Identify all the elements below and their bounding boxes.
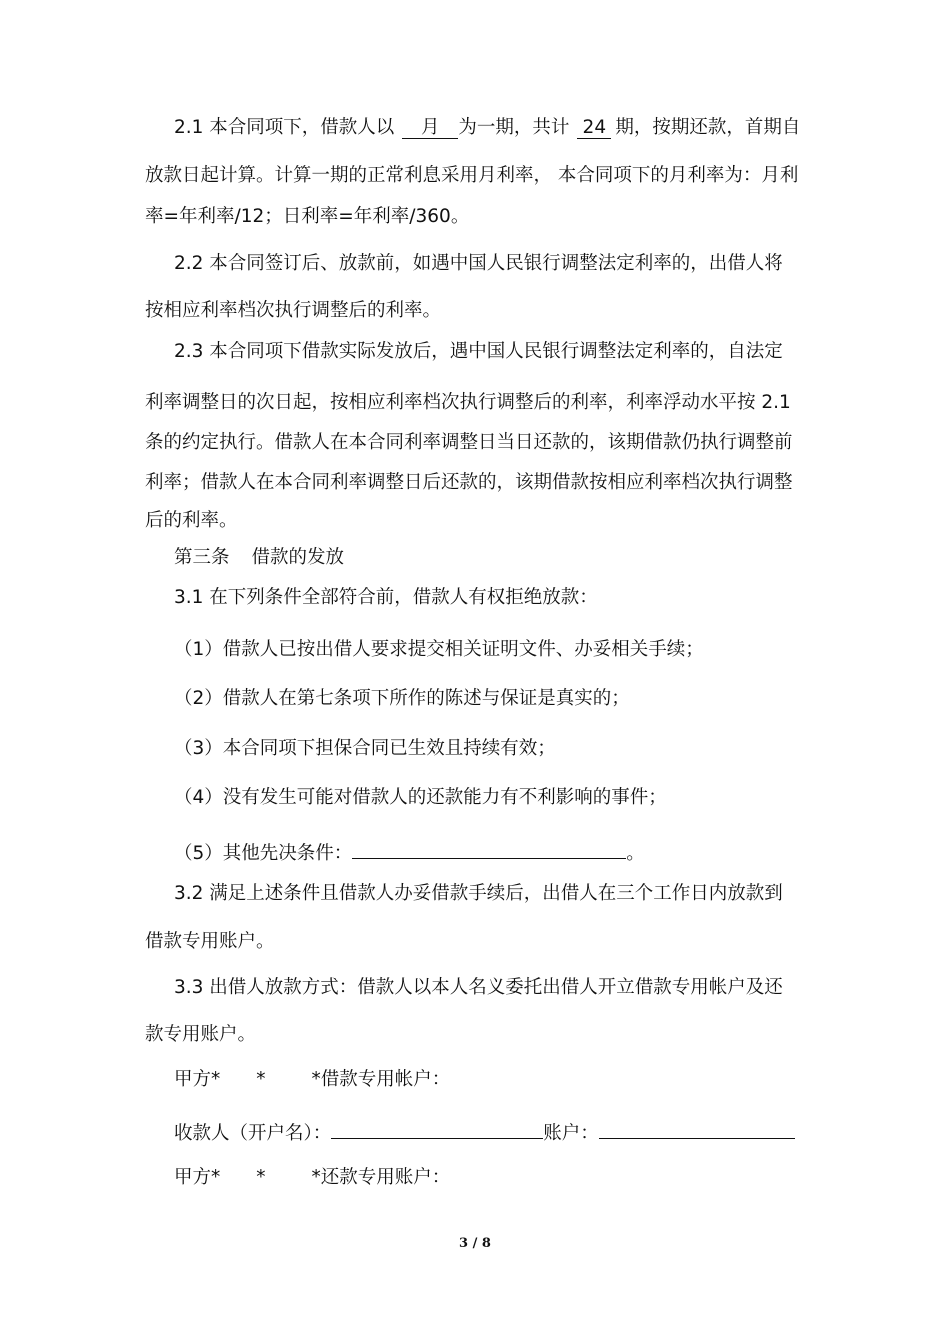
loan-account-party: 甲方* [174,1069,221,1090]
condition-5-end: 。 [626,843,645,864]
clause-2-3-line-3: 条的约定执行。借款人在本合同利率调整日当日还款的，该期借款仍执行调整前 [145,432,793,453]
loan-account-line [174,1068,450,1092]
clause-2-3-line-1: 2.3 本合同项下借款实际发放后，遇中国人民银行调整法定利率的，自法定 [174,341,783,362]
clause-2-2-line-1: 2.2 本合同签订后、放款前，如遇中国人民银行调整法定利率的，出借人将 [174,253,783,274]
account-label: 账户： [543,1123,599,1144]
article-3-heading [174,546,344,570]
clause-2-1-line-1 [174,116,800,140]
other-conditions-field [352,836,626,859]
repay-account-label: *还款专用账户： [311,1167,451,1188]
clause-2-3-line-4: 利率；借款人在本合同利率调整日后还款的，该期借款按相应利率档次执行调整 [145,472,793,493]
payee-name-field [331,1116,543,1139]
repay-account-star: * [256,1167,266,1188]
clause-2-1-text-c: 期，按期还款，首期自 [615,117,801,138]
page-number: 3 / 8 [459,1236,491,1251]
clause-2-1-line-2: 放款日起计算。计算一期的正常利息采用月利率， 本合同项下的月利率为：月利 [145,165,799,186]
repay-account-line [174,1166,450,1190]
clause-3-1: 3.1 在下列条件全部符合前，借款人有权拒绝放款： [174,587,598,608]
loan-account-label: *借款专用帐户： [311,1069,451,1090]
payee-label: 收款人（开户名）： [174,1123,332,1144]
clause-2-2-line-2: 按相应利率档次执行调整后的利率。 [145,300,442,321]
condition-5-label: （5）其他先决条件： [174,843,353,864]
clause-3-2-line-2: 借款专用账户。 [145,931,275,952]
period-unit-field: 月 [402,116,458,139]
clause-3-3-line-2: 款专用账户。 [145,1024,257,1045]
article-3-title: 借款的发放 [251,547,345,568]
period-count-field: 24 [577,116,611,139]
loan-account-star: * [256,1069,266,1090]
clause-2-1-text-a: 2.1 本合同项下，借款人以 [174,117,395,138]
condition-2: （2）借款人在第七条项下所作的陈述与保证是真实的； [174,688,630,709]
clause-2-1-line-3: 率=年利率/12；日利率=年利率/360。 [145,206,470,227]
condition-5 [174,836,645,866]
condition-1: （1）借款人已按出借人要求提交相关证明文件、办妥相关手续； [174,639,704,660]
clause-3-3-line-1: 3.3 出借人放款方式：借款人以本人名义委托出借人开立借款专用帐户及还 [174,977,783,998]
repay-account-party: 甲方* [174,1167,221,1188]
clause-2-3-line-2: 利率调整日的次日起，按相应利率档次执行调整后的利率，利率浮动水平按 2.1 [145,392,791,413]
clause-2-3-line-5: 后的利率。 [145,510,238,531]
clause-3-2-line-1: 3.2 满足上述条件且借款人办妥借款手续后，出借人在三个工作日内放款到 [174,883,783,904]
condition-3: （3）本合同项下担保合同已生效且持续有效； [174,738,556,759]
article-3-number: 第三条 [174,547,230,568]
payee-line [174,1116,795,1146]
condition-4: （4）没有发生可能对借款人的还款能力有不利影响的事件； [174,787,667,808]
account-number-field [599,1116,795,1139]
clause-2-1-text-b: 为一期，共计 [458,117,570,138]
